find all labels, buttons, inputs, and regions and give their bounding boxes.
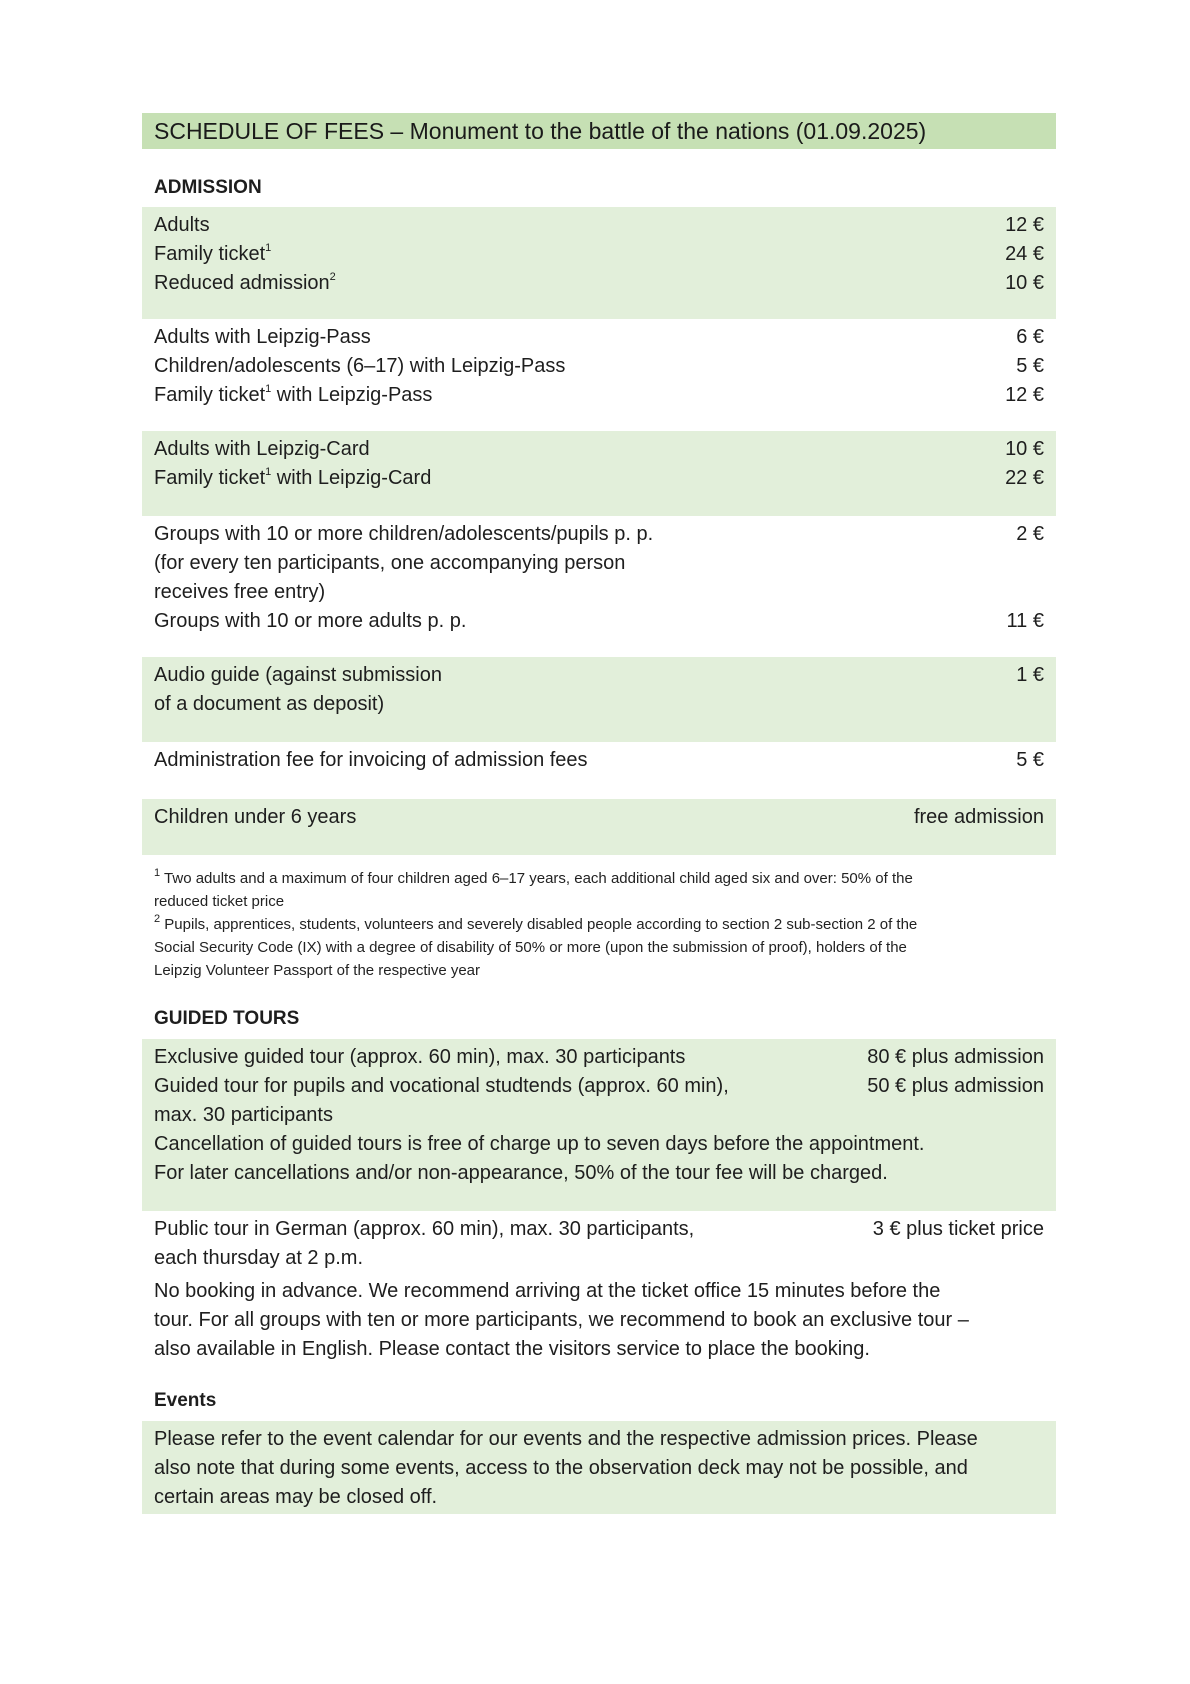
fee-row-family-ticket (154, 240, 1044, 269)
fee-row-adults (154, 211, 1044, 240)
fee-price: 80 € plus admission (867, 1046, 1044, 1068)
fee-price: 24 € (1005, 243, 1044, 265)
fee-row-adults-leipzig-card (154, 435, 1044, 464)
fee-label: Children/adolescents (6–17) with Leipzig-Pass (154, 355, 566, 377)
fee-price: free admission (913, 806, 1044, 828)
fee-row-family-leipzig-card (154, 464, 1044, 493)
footnote-1: $^1$ Two adults and a maximum of four children aged 6–17 years, each additional child aged six and over: 50% of the (154, 867, 913, 887)
fee-price: 2 € (1016, 523, 1044, 545)
guided-tours-heading: GUIDED TOURS (154, 1008, 300, 1029)
fee-price: 12 € (1005, 384, 1044, 406)
fee-note: each thursday at 2 p.m. (154, 1247, 364, 1269)
cancellation-note: Cancellation of guided tours is free of charge up to seven days before the appointment. (154, 1133, 925, 1155)
fee-label: Family ticket (154, 467, 266, 489)
fee-note: receives free entry) (154, 581, 326, 603)
admission-heading: ADMISSION (154, 177, 262, 198)
footnote-2-continued: Social Security Code (IX) with a degree of disability of 50% or more (upon the submission of proof), holders of the (154, 939, 907, 956)
fee-price: 50 € plus admission (867, 1075, 1044, 1097)
footnote-1-continued: reduced ticket price (154, 893, 285, 910)
fee-label: Adults with Leipzig-Pass (154, 326, 371, 348)
fee-price: 10 € (1005, 438, 1044, 460)
fee-price: 12 € (1005, 214, 1044, 236)
fee-label: Audio guide (against submission (154, 664, 442, 686)
fee-row-family-leipzig-pass (154, 381, 1044, 410)
fee-label-suffix: with Leipzig-Pass (271, 384, 433, 406)
footnote-marker: 1 (265, 466, 272, 479)
events-text: Please refer to the event calendar for our events and the respective admission prices. Please (154, 1428, 978, 1450)
fee-label: Family ticket (154, 243, 266, 265)
events-text: certain areas may be closed off. (154, 1486, 438, 1508)
fee-label: Groups with 10 or more adults p. p. (154, 610, 467, 632)
leipzig-card-block (142, 431, 1056, 516)
admin-fee-block (142, 742, 1056, 799)
fee-row-groups-children (154, 520, 1044, 549)
fee-label: Adults with Leipzig-Card (154, 438, 370, 460)
cancellation-note: For later cancellations and/or non-appearance, 50% of the tour fee will be charged. (154, 1162, 888, 1184)
fee-label: Adults (154, 214, 210, 236)
fee-row-public-tour (154, 1215, 1044, 1244)
fee-price: 11 € (1006, 610, 1044, 632)
fee-row-children-leipzig-pass (154, 352, 1044, 381)
children-free-block (142, 799, 1056, 855)
events-text: also note that during some events, access to the observation deck may not be possible, and (154, 1457, 968, 1479)
fee-price: 5 € (1016, 355, 1044, 377)
fee-label: Reduced admission (154, 272, 330, 294)
events-block (142, 1421, 1056, 1514)
fee-label: Exclusive guided tour (approx. 60 min), max. 30 participants (154, 1046, 686, 1068)
events-heading: Events (154, 1390, 217, 1411)
fee-row-reduced (154, 269, 1044, 298)
guided-tours-block (142, 1039, 1056, 1211)
admission-standard-block (142, 207, 1056, 319)
fee-price: 3 € plus ticket price (872, 1218, 1044, 1240)
fee-price: 10 € (1005, 272, 1044, 294)
fee-label: Public tour in German (approx. 60 min), max. 30 participants, (154, 1218, 695, 1240)
fee-label: Guided tour for pupils and vocational studtends (approx. 60 min), (154, 1075, 729, 1097)
footnote-marker: 1 (265, 242, 272, 255)
fee-label: Groups with 10 or more children/adolescents/pupils p. p. (154, 523, 654, 545)
fee-row-children-under-6 (154, 803, 1044, 832)
fee-price: 6 € (1016, 326, 1044, 348)
fee-label: Children under 6 years (154, 806, 357, 828)
fee-row-groups-adults (154, 607, 1044, 636)
fee-row-audio-guide (154, 661, 1044, 690)
fee-label-suffix: with Leipzig-Card (271, 467, 432, 489)
group-fees-block (142, 516, 1056, 657)
fee-row-admin (154, 746, 1044, 775)
fee-label: Administration fee for invoicing of admission fees (154, 749, 588, 771)
fee-price: 22 € (1005, 467, 1044, 489)
footnote-2-continued: Leipzig Volunteer Passport of the respective year (154, 962, 481, 979)
page-title: SCHEDULE OF FEES – Monument to the battle of the nations (01.09.2025) (142, 113, 1056, 149)
footnotes (142, 867, 1056, 982)
fee-schedule-page (142, 113, 1056, 1514)
audio-guide-block (142, 657, 1056, 742)
fee-price: 5 € (1016, 749, 1044, 771)
fee-row-exclusive-tour (154, 1043, 1044, 1072)
footnote-marker: 1 (265, 383, 272, 396)
fee-label: Family ticket (154, 384, 266, 406)
footnote-2: $^2$ Pupils, apprentices, students, volunteers and severely disabled people according to section 2 sub-section 2 of the (154, 913, 918, 933)
public-tour-block (142, 1211, 1056, 1273)
fee-price: 1 € (1016, 664, 1044, 686)
fee-row-pupils-tour (154, 1072, 1044, 1101)
booking-note: No booking in advance. We recommend arriving at the ticket office 15 minutes before the tour. For all groups with ten or more participants, we recommend to book an exclusive tour – also available in English. Please contact the visitors service to place the booking. (154, 1280, 969, 1360)
fee-note: of a document as deposit) (154, 693, 385, 715)
fee-note: (for every ten participants, one accompanying person (154, 552, 626, 574)
footnote-marker: 2 (329, 271, 336, 284)
fee-row-adults-leipzig-pass (154, 323, 1044, 352)
fee-note: max. 30 participants (154, 1104, 333, 1126)
leipzig-pass-block (142, 319, 1056, 431)
